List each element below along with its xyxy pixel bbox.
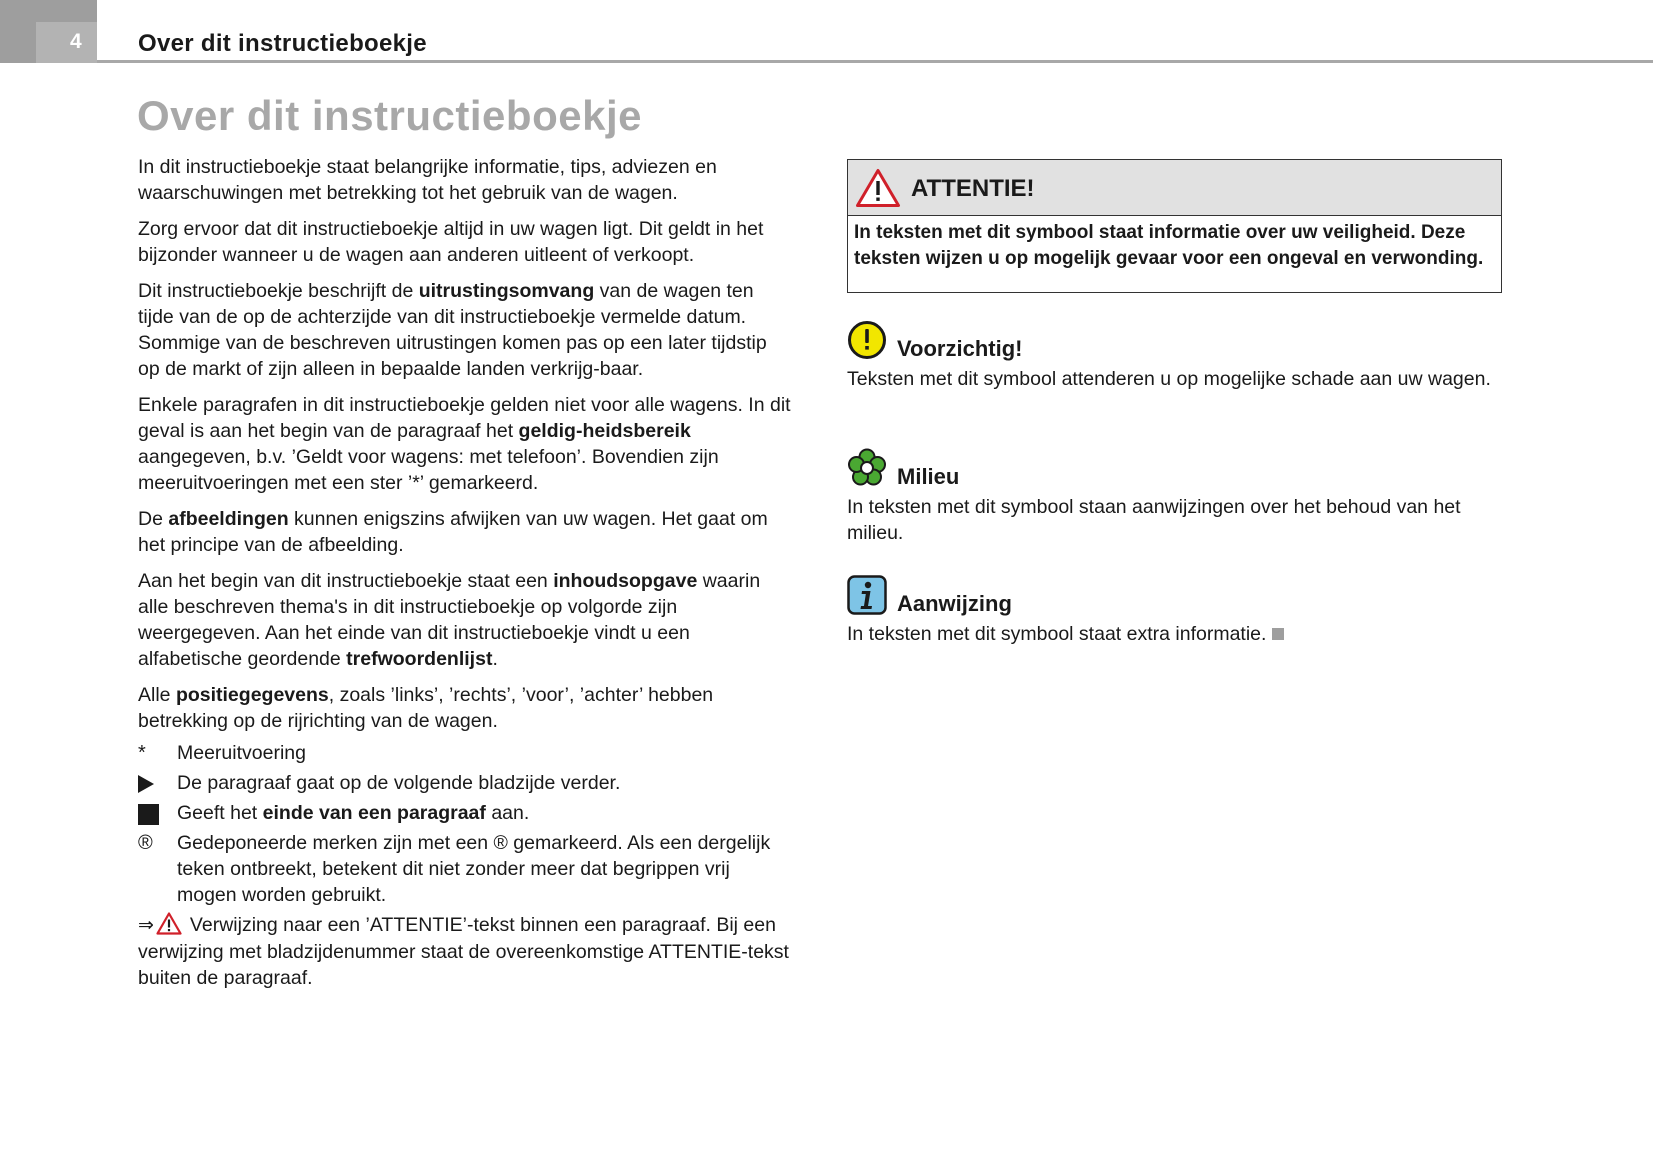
registered-icon: ® xyxy=(138,832,153,854)
legend-row-end: Geeft het einde van een paragraaf aan. xyxy=(138,800,793,826)
running-header-title: Over dit instructieboekje xyxy=(138,30,427,57)
equipment-paragraph: Dit instructieboekje beschrijft de uitrustingsomvang van de wagen ten tijde van de op de achterzijde van dit instructieboekje vermelde datum. Sommige van de beschreven uitrustingen komen pas op een later tijdstip op de markt of zijn alleen in bepaalde landen verkrijg-baar. xyxy=(138,280,767,380)
note-notice xyxy=(847,573,1507,647)
continue-triangle-icon xyxy=(138,775,154,793)
illustrations-paragraph: De afbeeldingen kunnen enigszins afwijken van uw wagen. Het gaat om het principe van de afbeelding. xyxy=(138,508,768,556)
attention-body: In teksten met dit symbool staat informatie over uw veiligheid. Deze teksten wijzen u op mogelijk gevaar voor een ongeval en verwonding. xyxy=(854,222,1484,269)
attention-header xyxy=(848,160,1501,216)
legend-row-continue: De paragraaf gaat op de volgende bladzijde verder. xyxy=(138,770,793,796)
info-icon xyxy=(847,575,887,615)
page-title: Over dit instructieboekje xyxy=(137,92,642,139)
warning-reference-paragraph: ⇒ Verwijzing naar een ’ATTENTIE’-tekst binnen een paragraaf. Bij een verwijzing met bladzijdenummer staat de overeenkomstige ATTENTIE-tekst buiten de paragraaf. xyxy=(138,914,789,989)
environment-notice xyxy=(847,446,1507,546)
reference-arrow-icon: ⇒ xyxy=(138,915,154,936)
intro-paragraph: In dit instructieboekje staat belangrijke informatie, tips, adviezen en waarschuwingen met betrekking tot het gebruik van de wagen. xyxy=(138,156,717,204)
environment-flower-icon xyxy=(847,448,887,488)
caution-body: Teksten met dit symbool attenderen u op mogelijke schade aan uw wagen. xyxy=(847,368,1491,390)
keep-in-car-paragraph: Zorg ervoor dat dit instructieboekje altijd in uw wagen ligt. Dit geldt in het bijzonder wanneer u de wagen aan anderen uitleent of verkoopt. xyxy=(138,218,764,266)
contents-paragraph: Aan het begin van dit instructieboekje staat een inhoudsopgave waarin alle beschreven thema's in dit instructieboekje op volgorde zijn weergegeven. Aan het einde van dit instructieboekje vindt u een alfabetische geordende trefwoordenlijst. xyxy=(138,570,761,670)
page-number-tab xyxy=(0,0,97,63)
page-number-tab-inner xyxy=(36,22,97,63)
end-of-section-icon xyxy=(1272,628,1284,640)
page-number: 4 xyxy=(70,30,82,53)
attention-box xyxy=(847,159,1502,293)
legend-row-star: * Meeruitvoering xyxy=(138,742,306,764)
caution-notice xyxy=(847,318,1507,392)
left-column xyxy=(138,154,793,1001)
position-paragraph: Alle positiegegevens, zoals ’links’, ’rechts’, ’voor’, ’achter’ hebben betrekking op de rijrichting van de wagen. xyxy=(138,684,714,732)
environment-title: Milieu xyxy=(897,464,960,489)
warning-triangle-icon xyxy=(855,168,901,208)
caution-title: Voorzichtig! xyxy=(897,336,1023,361)
legend-row-registered: ® Gedeponeerde merken zijn met een ® gemarkeerd. Als een dergelijk teken ontbreekt, betekent dit niet zonder meer dat begrippen vrij mogen worden gebruikt. xyxy=(138,832,771,906)
header-divider xyxy=(97,60,1653,63)
note-body: In teksten met dit symbool staat extra informatie. xyxy=(847,621,1507,647)
environment-body: In teksten met dit symbool staan aanwijzingen over het behoud van het milieu. xyxy=(847,496,1461,544)
end-square-icon xyxy=(138,804,159,825)
warning-triangle-icon xyxy=(156,912,182,935)
validity-paragraph: Enkele paragrafen in dit instructieboekje gelden niet voor alle wagens. In dit geval is aan het begin van de paragraaf het geldig-heidsbereik aangegeven, b.v. ’Geldt voor wagens: met telefoon’. Bovendien zijn meeruitvoeringen met een ster ’*’ gemarkeerd. xyxy=(138,394,791,494)
attention-title: ATTENTIE! xyxy=(911,174,1035,202)
note-title: Aanwijzing xyxy=(897,591,1012,616)
caution-exclamation-icon xyxy=(847,320,887,360)
symbol-legend xyxy=(138,740,793,908)
asterisk-icon: * xyxy=(138,742,146,764)
